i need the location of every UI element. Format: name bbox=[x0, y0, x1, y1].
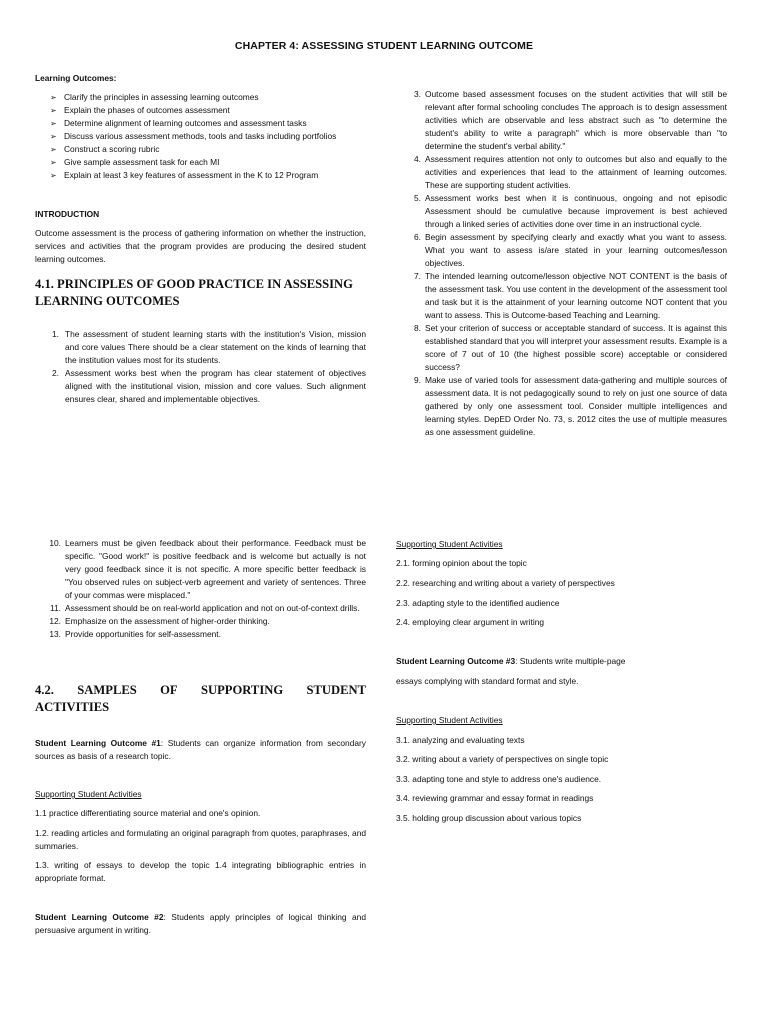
list-item: 2. Assessment works best when the program has clear statement of objectives aligned with the institutional vision, mission and core values. Such alignment ensures clear, shared and implementable objectives. bbox=[52, 368, 366, 404]
list-item: 3.5. holding group discussion about various topics bbox=[396, 813, 582, 823]
list-item: 3.3. adapting tone and style to address one's audience. bbox=[396, 774, 602, 784]
introduction-label: INTRODUCTION bbox=[35, 209, 100, 219]
arrow-bullet-icon: ➢ bbox=[50, 145, 57, 154]
list-item: 3.4. reviewing grammar and essay format in readings bbox=[396, 793, 594, 803]
list-item: 2.3. adapting style to the identified audience bbox=[396, 598, 560, 608]
arrow-bullet-icon: ➢ bbox=[50, 158, 57, 167]
list-item: ➢ Explain the phases of outcomes assessment bbox=[50, 105, 230, 115]
list-item: 11. Assessment should be on real-world application and not on out-of-context drills. bbox=[49, 603, 360, 613]
principles-list-right bbox=[414, 88, 727, 439]
list-item: 6. Begin assessment by specifying clearly and exactly what you want to assess. What you want to assess is/are stated in your learning outcomes/lesson objectives. bbox=[414, 232, 727, 268]
list-item: ➢ Discuss various assessment methods, tools and tasks including portfolios bbox=[50, 131, 337, 141]
section-42-heading-line2: ACTIVITIES bbox=[35, 700, 110, 714]
list-item: 13. Provide opportunities for self-assessment. bbox=[49, 629, 221, 639]
page-title: CHAPTER 4: ASSESSING STUDENT LEARNING OUTCOME bbox=[234, 40, 534, 52]
list-item: 8. Set your criterion of success or acceptable standard of success. It is against this established standard that you will interpret your assessment results. Example is a score of 7 out of 10 (the highest possible score) acceptable or considered success? bbox=[414, 323, 727, 372]
list-item: ➢ Clarify the principles in assessing learning outcomes bbox=[50, 92, 259, 102]
arrow-bullet-icon: ➢ bbox=[50, 106, 57, 115]
slo3-paragraph-line2: essays complying with standard format and style. bbox=[396, 676, 579, 686]
list-item: 3. Outcome based assessment focuses on the student activities that will still be relevant after formal schooling concludes The approach is to design assessment activities which are observable and less abstract such as "to determine the student's ability to write a paragraph" which is more observable than "to determine the student's verbal ability." bbox=[414, 89, 727, 151]
list-item: 3.1. analyzing and evaluating texts bbox=[396, 735, 525, 745]
slo2-activities-label: Supporting Student Activities bbox=[396, 539, 503, 549]
section-41-heading: 4.1. PRINCIPLES OF GOOD PRACTICE IN ASSESSING LEARNING OUTCOMES bbox=[35, 277, 353, 308]
list-item: 10. Learners must be given feedback about their performance. Feedback must be specific. "Good work!" is positive feedback and is welcome but actually is not very good feedback since it is not specific. A more specific better feedback is "You observed rules on subject-verb agreement and variety of sentences. Three of your commas were misplaced." bbox=[49, 538, 366, 600]
list-item: 3.2. writing about a variety of perspectives on single topic bbox=[396, 754, 609, 764]
arrow-bullet-icon: ➢ bbox=[50, 93, 57, 102]
arrow-bullet-icon: ➢ bbox=[50, 119, 57, 128]
list-item: 2.4. employing clear argument in writing bbox=[396, 617, 545, 627]
list-item: 7. The intended learning outcome/lesson objective NOT CONTENT is the basis of the assessment task. You use content in the development of the assessment tool and task but it is the attainment of your learning outcome NOT content that you want to assess. This is Outcome-based Teaching and Learning. bbox=[414, 271, 727, 320]
list-item: 9. Make use of varied tools for assessment data-gathering and multiple sources of assessment data. It is not pedagogically sound to rely on just one source of data gathered by only one assessment tool. Consider multiple intelligences and learning styles. DepED Order No. 73, s. 2012 cites the use of multiple measures as one assessment guideline. bbox=[414, 375, 727, 437]
slo2-paragraph: Student Learning Outcome #2: Students apply principles of logical thinking and persuasive argument in writing. bbox=[35, 912, 366, 935]
list-item: ➢ Determine alignment of learning outcomes and assessment tasks bbox=[50, 118, 307, 128]
introduction-text: Outcome assessment is the process of gathering information on whether the instruction, services and activities that the program provides are producing the desired student learning outcomes. bbox=[35, 228, 366, 264]
list-item: 1.1 practice differentiating source material and one's opinion. bbox=[35, 808, 261, 818]
list-item: 12. Emphasize on the assessment of higher-order thinking. bbox=[49, 616, 270, 626]
list-item: 2.1. forming opinion about the topic bbox=[396, 558, 527, 568]
list-item: 1.3. writing of essays to develop the topic 1.4 integrating bibliographic entries in appropriate format. bbox=[35, 860, 366, 883]
slo3-paragraph: Student Learning Outcome #3: Students write multiple-page bbox=[396, 656, 626, 666]
principles-list-lower bbox=[49, 537, 366, 641]
arrow-bullet-icon: ➢ bbox=[50, 132, 57, 141]
list-item: ➢ Construct a scoring rubric bbox=[50, 144, 160, 154]
slo1-paragraph: Student Learning Outcome #1: Students can organize information from secondary sources as basis of a research topic. bbox=[35, 738, 366, 761]
learning-outcomes-list bbox=[50, 91, 380, 182]
list-item: 2.2. researching and writing about a variety of perspectives bbox=[396, 578, 615, 588]
section-42-heading: 4.2. SAMPLES OF SUPPORTING STUDENT bbox=[35, 683, 366, 697]
principles-list-left bbox=[52, 328, 366, 406]
list-item: 1. The assessment of student learning starts with the institution's Vision, mission and core values There should be a clear statement on the kinds of learning that the institution values most for its students. bbox=[52, 329, 366, 365]
slo1-activities-label: Supporting Student Activities bbox=[35, 789, 142, 799]
list-item: 1.2. reading articles and formulating an original paragraph from quotes, paraphrases, and summaries. bbox=[35, 828, 367, 851]
list-item: 5. Assessment works best when it is continuous, ongoing and not episodic Assessment should be cumulative because improvement is best achieved through a linked series of activities done over time in an instructional cycle. bbox=[414, 193, 727, 229]
learning-outcomes-label: Learning Outcomes: bbox=[35, 73, 117, 83]
arrow-bullet-icon: ➢ bbox=[50, 171, 57, 180]
list-item: ➢ Give sample assessment task for each MI bbox=[50, 157, 220, 167]
list-item: ➢ Explain at least 3 key features of assessment in the K to 12 Program bbox=[50, 170, 319, 180]
slo3-activities-label: Supporting Student Activities bbox=[396, 715, 503, 725]
list-item: 4. Assessment requires attention not only to outcomes but also and equally to the activities and experiences that lead to the attainment of learning outcomes. These are supporting student activities. bbox=[414, 154, 727, 190]
